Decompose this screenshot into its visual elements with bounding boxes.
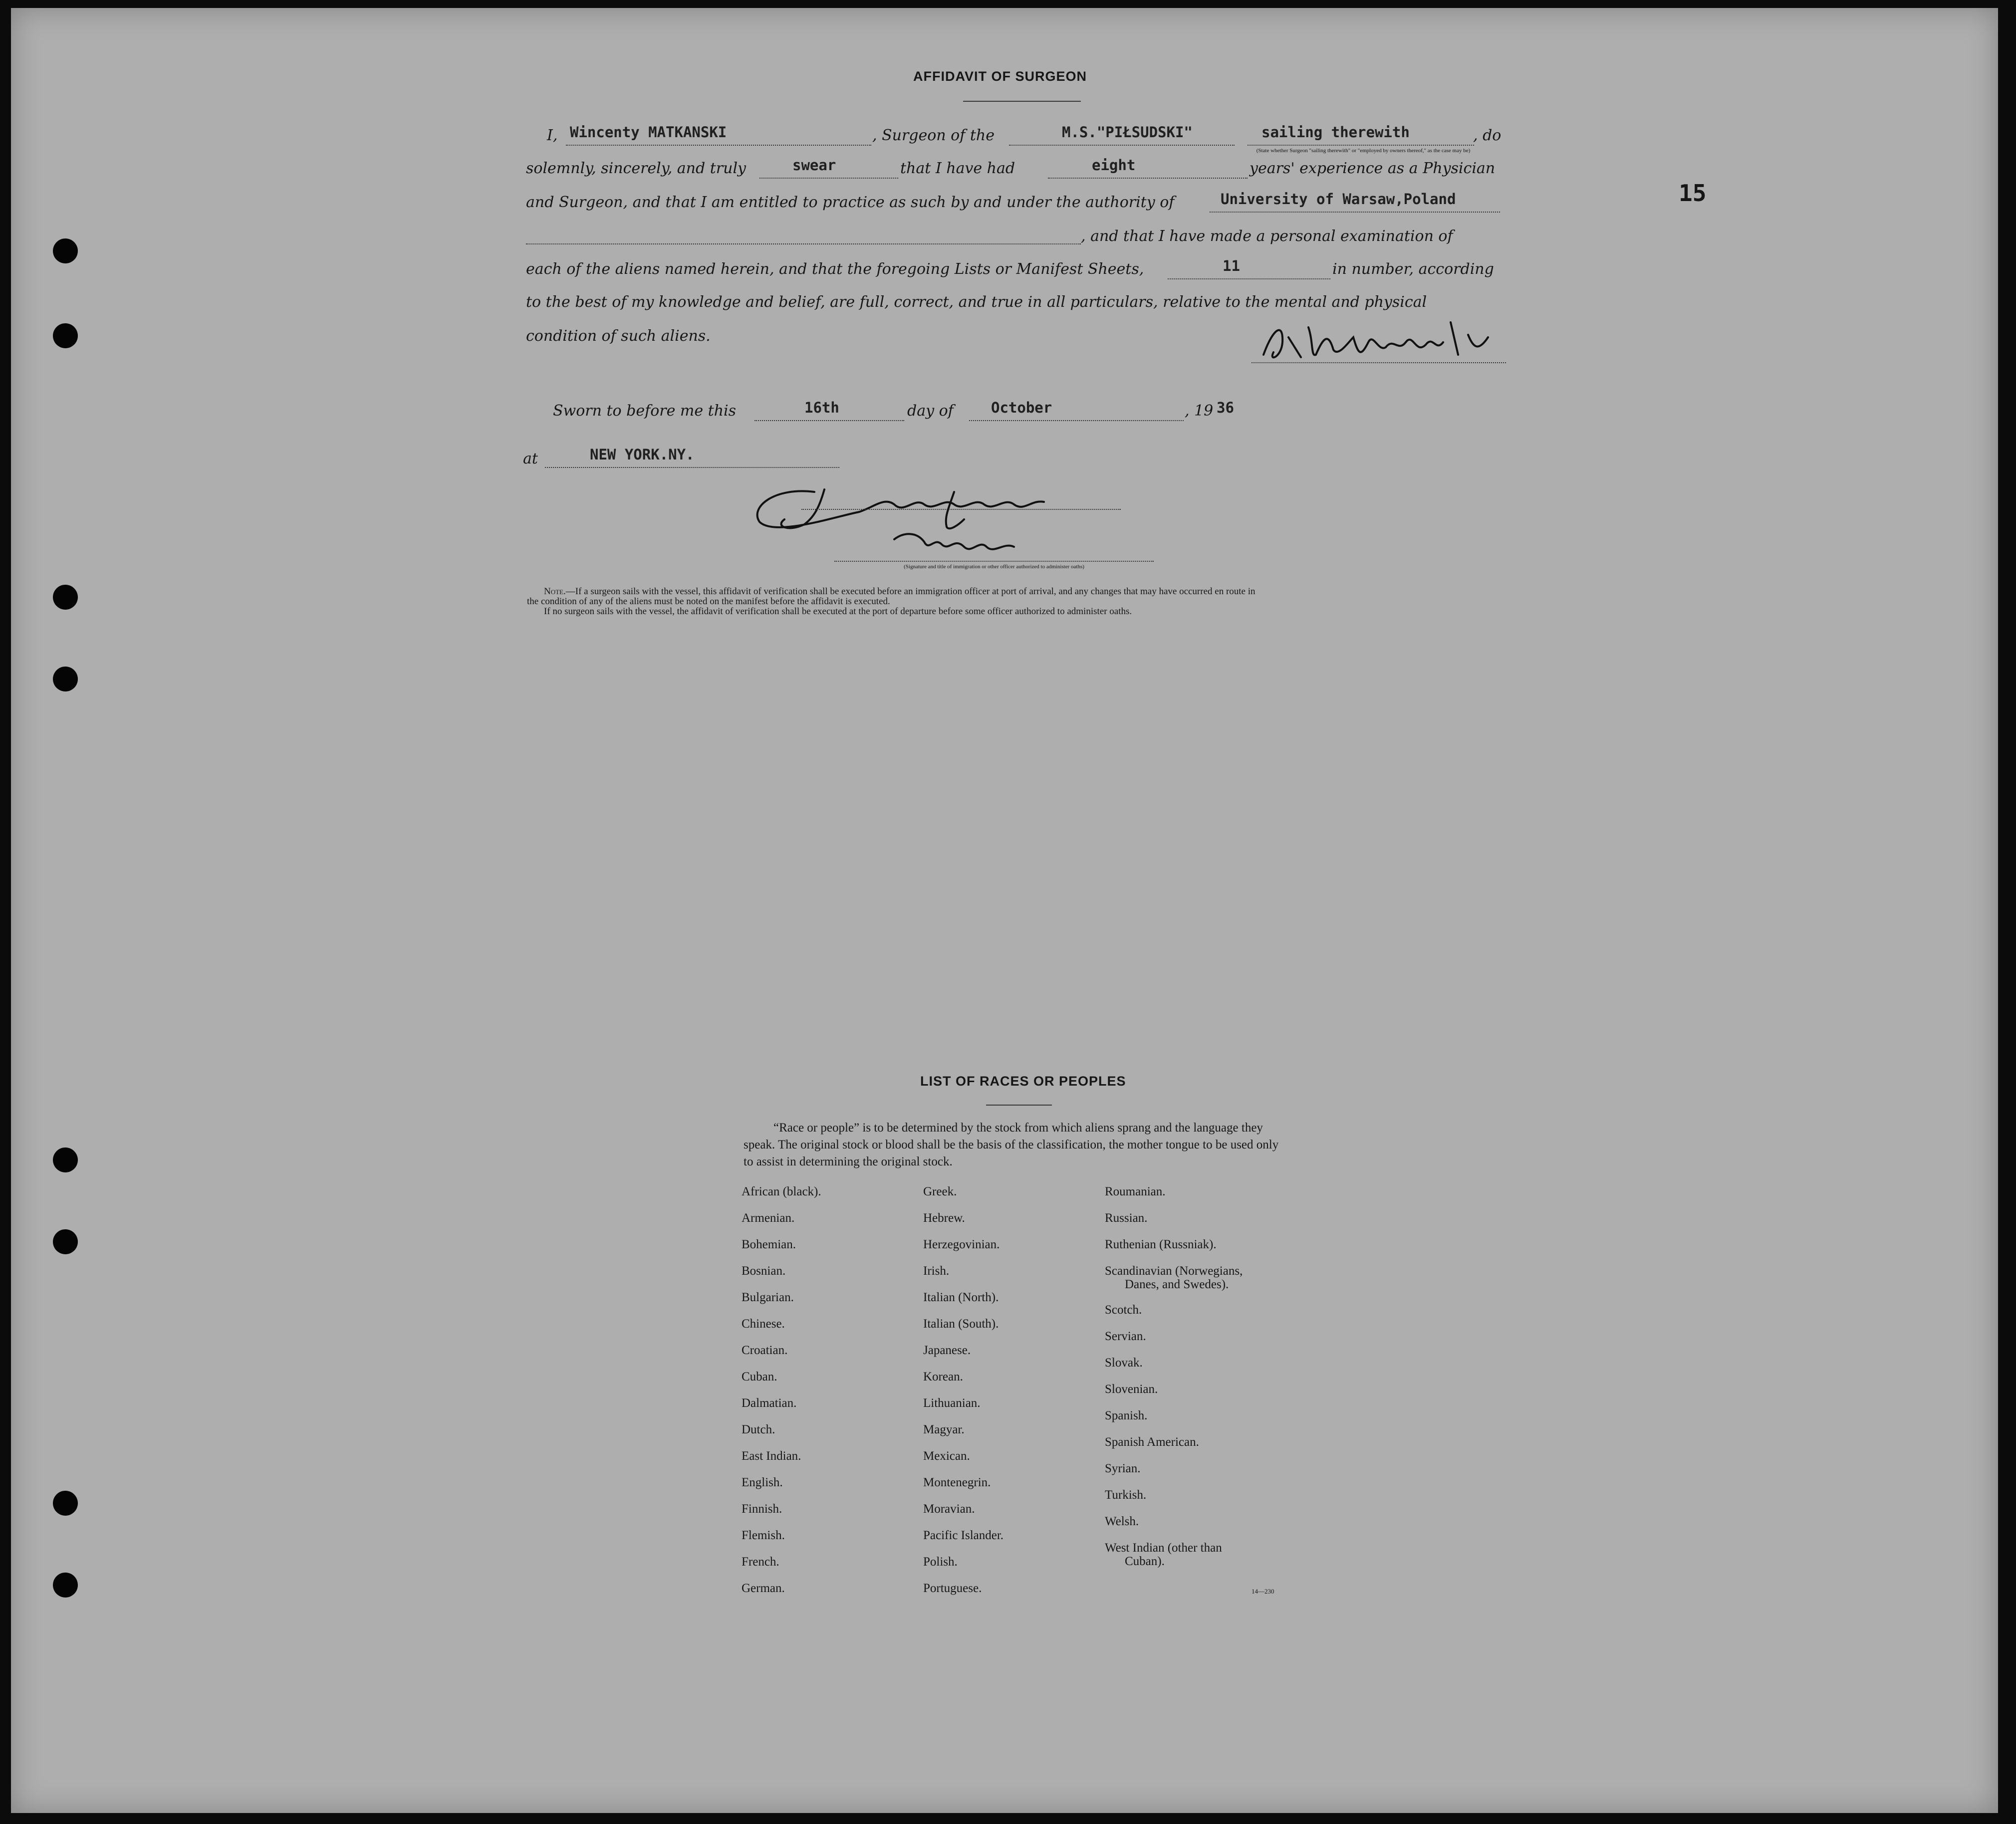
sailing-status: sailing therewith	[1261, 124, 1410, 141]
authority: University of Warsaw,Poland	[1221, 191, 1456, 208]
punch-hole	[53, 323, 78, 348]
race-item: Japanese.	[923, 1344, 971, 1357]
race-item: Flemish.	[742, 1529, 785, 1542]
line1-prefix: I,	[547, 127, 558, 144]
years-experience: eight	[1092, 157, 1136, 174]
race-item: Herzegovinian.	[923, 1238, 1000, 1251]
race-item: Danes, and Swedes).	[1125, 1278, 1229, 1291]
race-item: Slovenian.	[1105, 1382, 1158, 1396]
race-item: African (black).	[742, 1185, 821, 1198]
race-item: Polish.	[923, 1555, 958, 1569]
race-item: Spanish.	[1105, 1409, 1148, 1422]
sheet-line	[1168, 276, 1330, 279]
officer-title-line	[834, 559, 1154, 562]
line5-text: each of the aliens named herein, and that the foregoing Lists or Manifest Sheets,	[526, 260, 1144, 278]
race-item: Portuguese.	[923, 1582, 982, 1595]
race-item: Scandinavian (Norwegians,	[1105, 1264, 1243, 1278]
officer-signature-line	[801, 507, 1121, 510]
line2-text: solemnly, sincerely, and truly	[526, 160, 747, 177]
punch-hole	[53, 1147, 78, 1172]
sworn-place: NEW YORK.NY.	[590, 446, 695, 463]
race-item: Korean.	[923, 1370, 963, 1383]
month-line	[969, 418, 1184, 421]
race-item: Turkish.	[1105, 1488, 1147, 1502]
race-item: Welsh.	[1105, 1515, 1139, 1528]
affidavit-title: AFFIDAVIT OF SURGEON	[913, 69, 1087, 84]
name-line	[566, 143, 871, 146]
sworn-text: Sworn to before me this	[553, 402, 737, 420]
line3-text: and Surgeon, and that I am entitled to practice as such by and under the authority of	[526, 194, 1175, 211]
race-item: French.	[742, 1555, 779, 1569]
line7-text: condition of such aliens.	[526, 327, 711, 345]
race-item: Servian.	[1105, 1330, 1146, 1343]
line4-text: , and that I have made a personal examination of	[1081, 228, 1453, 245]
vessel-line	[1009, 143, 1235, 146]
note-text-1b: the condition of any of the aliens must be noted on the manifest before the affidavit is executed.	[527, 596, 890, 607]
race-item: Cuban.	[742, 1370, 777, 1383]
punch-hole	[53, 1229, 78, 1254]
races-title-rule	[986, 1105, 1052, 1106]
punch-hole	[53, 1573, 78, 1597]
sworn-day: 16th	[804, 399, 839, 416]
race-item: Magyar.	[923, 1423, 965, 1436]
note-label: Note.	[544, 586, 566, 597]
sworn-mid: day of	[907, 402, 954, 420]
page-number: 15	[1679, 180, 1707, 207]
race-item: Montenegrin.	[923, 1476, 991, 1489]
signature-caption: (Signature and title of immigration or other officer authorized to administer oaths)	[904, 564, 1084, 570]
punch-hole	[53, 585, 78, 610]
race-item: Greek.	[923, 1185, 957, 1198]
line5-end: in number, according	[1332, 260, 1494, 278]
race-item: Croatian.	[742, 1344, 788, 1357]
authority-line-2	[526, 241, 1081, 244]
at-label: at	[523, 450, 538, 467]
race-item: Italian (South).	[923, 1317, 999, 1331]
races-intro: “Race or people” is to be determined by the stock from which aliens sprang and the language they speak. The original stock or blood shall be the basis of the classification, the mother tongue to be used only to assist in determining the original stock.	[744, 1121, 1279, 1168]
years-line	[1048, 176, 1248, 179]
sworn-month: October	[991, 399, 1052, 416]
oath-line	[759, 176, 898, 179]
races-title: LIST OF RACES OR PEOPLES	[920, 1074, 1126, 1089]
race-item: Finnish.	[742, 1502, 782, 1516]
race-item: Dutch.	[742, 1423, 775, 1436]
punch-hole	[53, 238, 78, 263]
race-item: English.	[742, 1476, 783, 1489]
race-item: Roumanian.	[1105, 1185, 1166, 1198]
race-item: Italian (North).	[923, 1291, 999, 1304]
race-item: Pacific Islander.	[923, 1529, 1004, 1542]
race-item: Scotch.	[1105, 1303, 1142, 1317]
race-item: Mexican.	[923, 1449, 970, 1463]
sailing-note: (State whether Surgeon "sailing therewith" or "employed by owners thereof," as the case may be)	[1256, 148, 1471, 154]
race-item: Armenian.	[742, 1211, 795, 1225]
day-line	[755, 418, 904, 421]
race-item: Spanish American.	[1105, 1435, 1199, 1449]
sworn-year: 36	[1217, 399, 1234, 416]
race-item: East Indian.	[742, 1449, 801, 1463]
sheet-count: 11	[1223, 257, 1240, 274]
race-item: Ruthenian (Russniak).	[1105, 1238, 1217, 1251]
race-item: Bosnian.	[742, 1264, 786, 1278]
document-sheet	[11, 8, 1998, 1813]
note-text-2: If no surgeon sails with the vessel, the affidavit of verification shall be executed at the port of departure before some officer authorized to administer oaths.	[544, 606, 1132, 617]
race-item: Irish.	[923, 1264, 950, 1278]
note-text-1a: —If a surgeon sails with the vessel, this affidavit of verification shall be executed before an immigration officer at port of arrival, and any changes that may have occurred en route in	[565, 586, 1256, 597]
vessel-name: M.S."PIŁSUDSKI"	[1062, 124, 1193, 141]
line1-text: , Surgeon of the	[872, 127, 995, 144]
race-item: West Indian (other than	[1105, 1541, 1222, 1555]
race-item: Lithuanian.	[923, 1396, 981, 1410]
officer-signature	[745, 477, 1094, 577]
place-line	[545, 465, 839, 468]
title-rule	[963, 101, 1081, 102]
race-item: Chinese.	[742, 1317, 785, 1331]
race-item: Dalmatian.	[742, 1396, 797, 1410]
race-item: Moravian.	[923, 1502, 975, 1516]
surgeon-name: Wincenty MATKANSKI	[570, 124, 727, 141]
form-code: 14—230	[1252, 1588, 1274, 1595]
race-item: Syrian.	[1105, 1462, 1141, 1475]
sailing-line	[1248, 143, 1474, 146]
line2-end: years' experience as a Physician	[1250, 160, 1496, 177]
line6-text: to the best of my knowledge and belief, are full, correct, and true in all particulars, relative to the mental and physical	[526, 293, 1427, 311]
race-item: Bohemian.	[742, 1238, 796, 1251]
line2-mid: that I have had	[900, 160, 1015, 177]
surgeon-signature-line	[1252, 360, 1506, 363]
race-item: Hebrew.	[923, 1211, 965, 1225]
sworn-century: , 19	[1185, 402, 1214, 420]
race-item: Slovak.	[1105, 1356, 1143, 1369]
line1-end: , do	[1473, 127, 1502, 144]
race-item: Bulgarian.	[742, 1291, 794, 1304]
punch-hole	[53, 667, 78, 691]
race-item: German.	[742, 1582, 785, 1595]
race-item: Cuban).	[1125, 1555, 1165, 1568]
race-item: Russian.	[1105, 1211, 1148, 1225]
note-line-1	[544, 587, 1256, 597]
punch-hole	[53, 1491, 78, 1516]
authority-line	[1210, 210, 1500, 213]
oath-type: swear	[792, 157, 836, 174]
